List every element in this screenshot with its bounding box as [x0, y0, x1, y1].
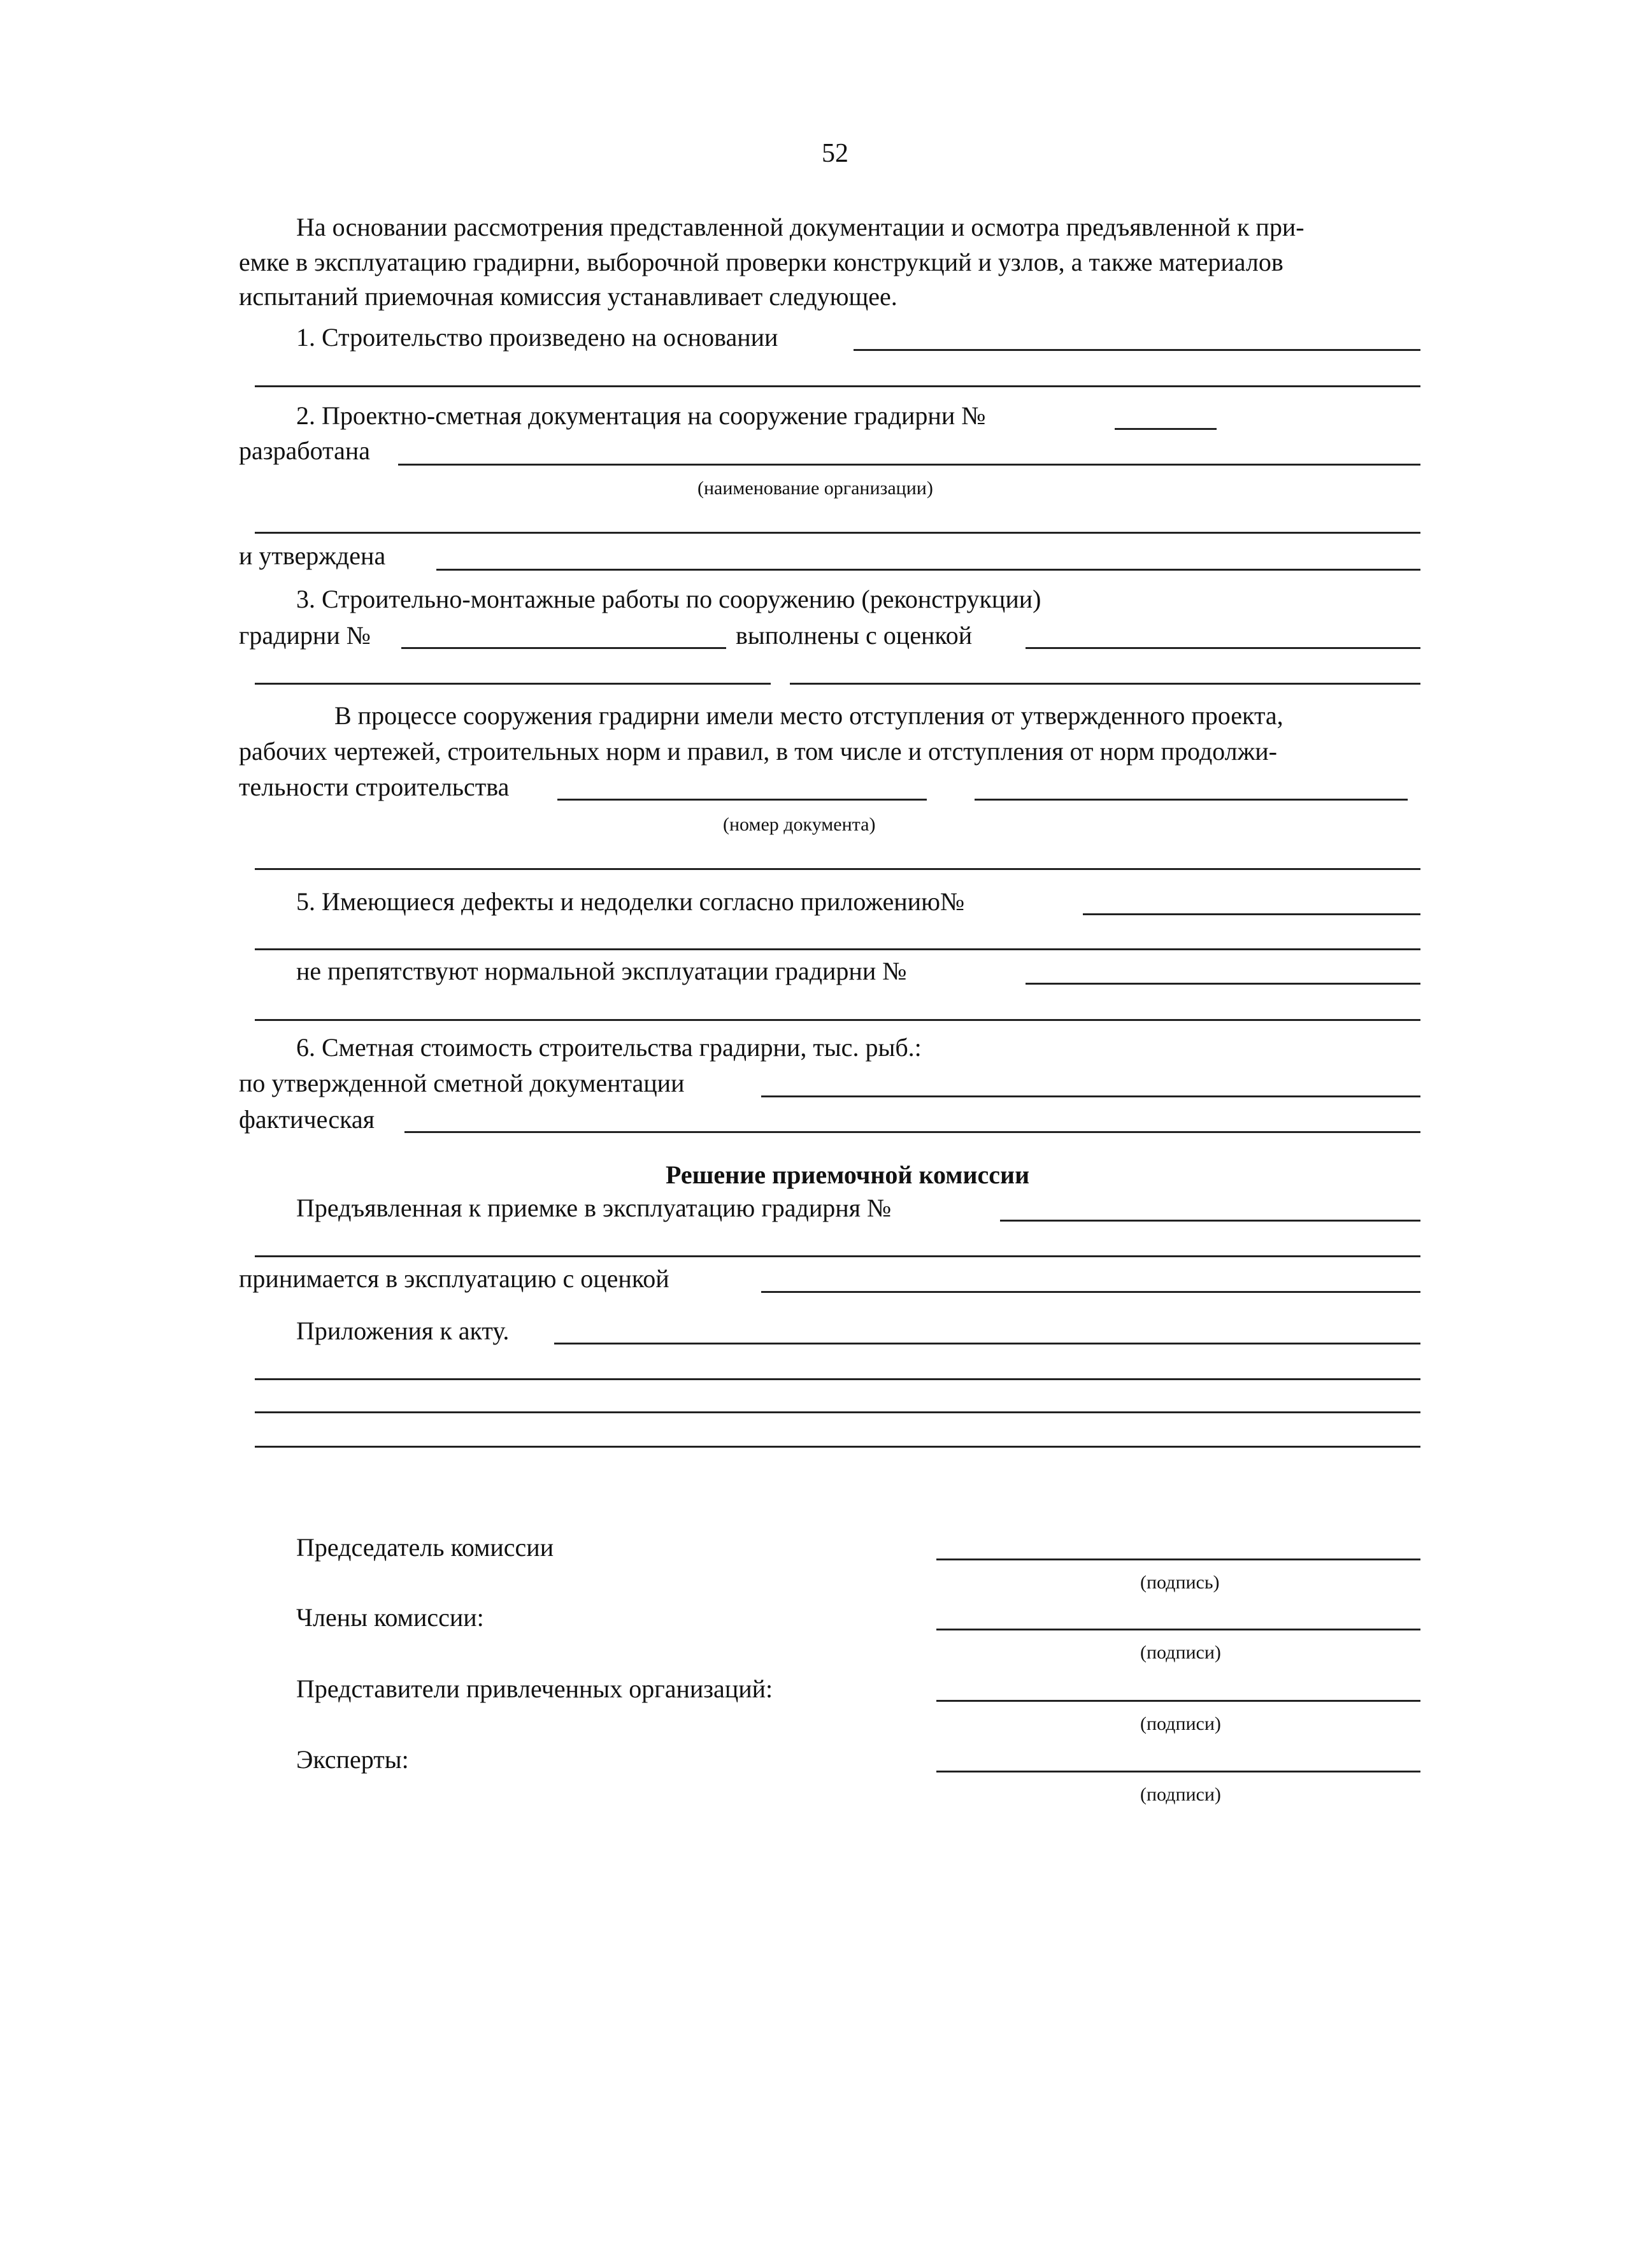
intro-line-2: емке в эксплуатацию градирни, выборочной проверки конструкций и узлов, а также материалов [239, 248, 1283, 276]
document-number-caption: (номер документа) [723, 814, 876, 835]
signature-field-members[interactable] [936, 1629, 1420, 1630]
item-6-approved-cost-field[interactable] [761, 1095, 1420, 1097]
signature-role-chairman: Председатель комиссии [296, 1533, 554, 1562]
intro-line-3: испытаний приемочная комиссия устанавливает следующее. [239, 282, 897, 311]
intro-line-1: На основании рассмотрения представленной документации и осмотра предъявленной к при- [296, 213, 1305, 241]
item-5-defects-field-line-2[interactable] [255, 948, 1420, 950]
decision-heading: Решение приемочной комиссии [666, 1160, 1030, 1189]
signature-caption-chairman: (подпись) [1140, 1572, 1220, 1593]
organization-caption: (наименование организации) [697, 478, 933, 499]
attachments-field-line-3[interactable] [255, 1411, 1420, 1413]
item-2-label: 2. Проектно-сметная документация на сооружение градирни № [296, 401, 986, 430]
decision-tower-field-line-2[interactable] [255, 1255, 1420, 1257]
approved-by-field[interactable] [436, 569, 1420, 571]
item-2-organization-field-line-2[interactable] [255, 532, 1420, 534]
deviation-document-field-left[interactable] [557, 799, 927, 801]
item-6-approved-cost-label: по утвержденной сметной документации [239, 1069, 685, 1097]
item-5-continuation: не препятствуют нормальной эксплуатации градирни № [296, 957, 907, 985]
item-3-grade-field[interactable] [1026, 647, 1420, 649]
decision-grade-field[interactable] [761, 1291, 1420, 1293]
deviation-document-field-right[interactable] [975, 799, 1408, 801]
item-3-tower-label: градирни № [239, 621, 371, 650]
item-1-basis-field[interactable] [854, 349, 1420, 351]
item-3-done-label: выполнены с оценкой [736, 621, 973, 650]
item-5-tower-number-field[interactable] [1026, 983, 1420, 985]
signature-caption-representatives: (подписи) [1140, 1713, 1221, 1734]
decision-presented-label: Предъявленная к приемке в эксплуатацию градирня № [296, 1194, 892, 1222]
attachments-field-line-1[interactable] [554, 1343, 1420, 1344]
signature-field-representatives[interactable] [936, 1700, 1420, 1702]
item-1-basis-field-line-2[interactable] [255, 385, 1420, 387]
attachments-field-line-2[interactable] [255, 1378, 1420, 1380]
item-3-label: 3. Строительно-монтажные работы по сооружению (реконструкции) [296, 585, 1041, 613]
signature-role-experts: Эксперты: [296, 1745, 409, 1774]
attachments-label: Приложения к акту. [296, 1316, 510, 1345]
deviation-document-field-line-2[interactable] [255, 868, 1420, 870]
signature-field-chairman[interactable] [936, 1558, 1420, 1560]
signature-role-members: Члены комиссии: [296, 1603, 484, 1632]
item-5-extra-field[interactable] [255, 1019, 1420, 1021]
attachments-field-line-4[interactable] [255, 1446, 1420, 1448]
item-3-extra-field-left[interactable] [255, 683, 771, 685]
deviation-line-2: рабочих чертежей, строительных норм и правил, в том числе и отступления от норм продолжи- [239, 737, 1277, 766]
decision-accepted-label: принимается в эксплуатацию с оценкой [239, 1264, 669, 1293]
item-6-label: 6. Сметная стоимость строительства градирни, тыс. рыб.: [296, 1033, 922, 1062]
item-5-label: 5. Имеющиеся дефекты и недоделки согласно приложению№ [296, 887, 965, 916]
item-3-tower-number-field[interactable] [401, 647, 726, 649]
item-2-tower-number-field[interactable] [1115, 428, 1217, 430]
decision-tower-number-field[interactable] [1000, 1220, 1420, 1222]
signature-caption-members: (подписи) [1140, 1642, 1221, 1663]
signature-caption-experts: (подписи) [1140, 1784, 1221, 1805]
deviation-line-3: тельности строительства [239, 773, 510, 801]
item-2-developed-label: разработана [239, 436, 371, 465]
item-3-extra-field-right[interactable] [790, 683, 1420, 685]
deviation-line-1: В процессе сооружения градирни имели место отступления от утвержденного проекта, [334, 701, 1283, 730]
approved-label: и утверждена [239, 541, 386, 570]
item-6-actual-cost-label: фактическая [239, 1105, 375, 1134]
item-6-actual-cost-field[interactable] [404, 1131, 1420, 1133]
signature-role-representatives: Представители привлеченных организаций: [296, 1674, 773, 1703]
item-5-appendix-field[interactable] [1083, 913, 1420, 915]
page-number: 52 [822, 139, 848, 168]
item-1-label: 1. Строительство произведено на основании [296, 323, 778, 352]
signature-field-experts[interactable] [936, 1771, 1420, 1772]
item-2-organization-field[interactable] [398, 464, 1420, 466]
